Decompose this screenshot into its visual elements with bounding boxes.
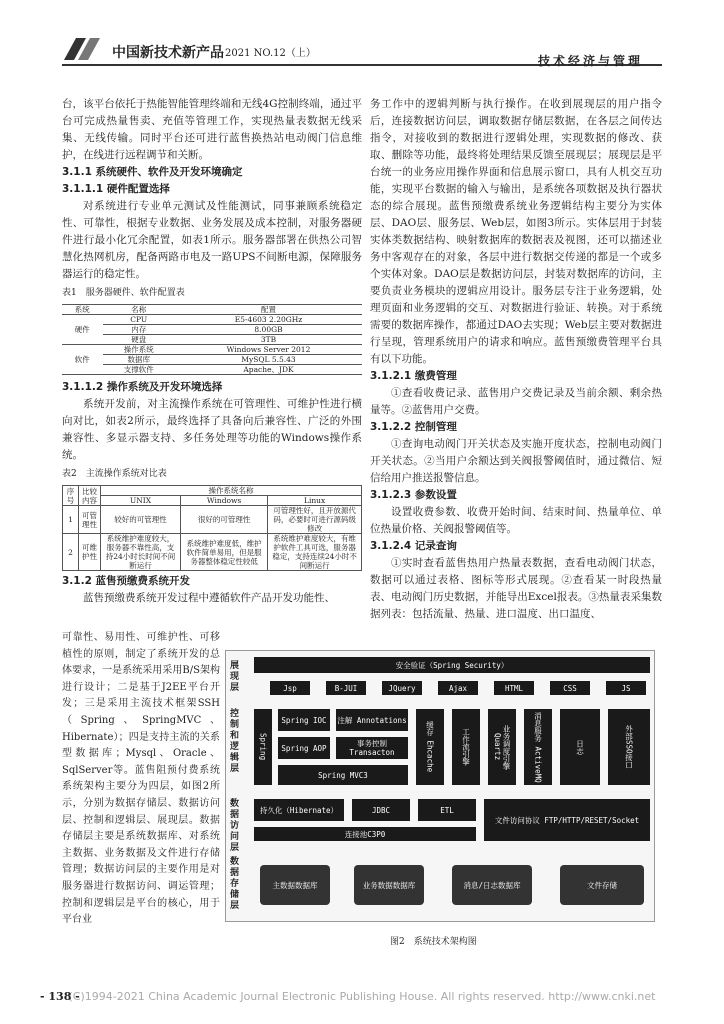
hibernate-block: 持久化（Hibernate） [254,799,344,821]
table-cell: 1 [63,506,79,534]
subsection-heading: 3.1.2.3 参数设置 [370,489,457,501]
table-header: UNIX [101,496,181,506]
journal-logo [62,36,102,62]
paragraph: 对系统进行专业单元测试及性能测试，同事兼顾系统稳定性、可靠性，根据专业数据、业务发展及成本控制，对服务器硬件进行最小化冗余配置，如表1所示。服务器部署在供热公司智慧化热网机房，配备两路市电及一路UPS不间断电源，保障服务器运行的稳定性。 [62,200,362,280]
paragraph: 可靠性、易用性、可维护性、可移植性的原则，制定了系统开发的总体要求，一是系统采用采用B/S架构进行设计；二是基于J2EE平台开发；三是采用主流技术框架SSH（Spring、SpringMVC、Hibernate）；四是支持主流的关系型数据库；Mysql、Oracle、SqlServer等。蓝售阻预付费系统系统架构主要分为四层，如图2所示，分别为数据存储层、数据访问层、控制和逻辑层、展现层。数据存储层主要是系统数据库、对系统主数据、业务数据及文件进行存储管理；数据访问层的主要作用是对服务器进行数据访问、调运管理；控制和逻辑层是平台的核心，用于平台业 [62,632,220,926]
table-row [62,325,362,335]
section-heading: 3.1.1 系统硬件、软件及开发环境确定 [62,166,243,178]
table1-caption: 表1 服务器硬件、软件配置表 [62,288,185,298]
ehcache-block: 缓存 Ehcache [416,709,444,785]
table-cell: 硬件 [62,315,103,345]
etl-block: ETL [418,799,476,821]
layer-label-control: 控制和逻辑层 [230,709,240,774]
annotations-block: 注解 Annotations [336,709,408,731]
table2 [62,485,362,571]
web-tech-block: CSS [550,681,590,695]
table2-caption: 表2 主流操作系统对比表 [62,469,167,479]
web-tech-block: JS [606,681,646,695]
table-cell: 可管理性好，且开放源代码，必要时可进行源码级修改 [268,506,362,534]
layer-label-presentation: 展现层 [230,661,240,693]
left-column [62,96,362,607]
subsection-heading: 3.1.2.2 控制管理 [370,421,457,433]
spring-ioc-block: Spring IOC [278,709,330,731]
figure-caption: 图2 系统技术架构图 [390,937,477,947]
business-db-block: 业务数据数据库 [354,865,424,905]
table-cell: E5-4603 2.20GHz [175,315,362,325]
table-header: Windows [180,496,267,506]
layer-label-storage: 数据存储层 [230,857,240,911]
spring-mvc-block: Spring MVC3 [278,765,408,785]
web-tech-block: Jsp [270,681,310,695]
table-cell: 硬盘 [103,335,176,345]
workflow-block: 工作流引擎 [452,709,480,785]
paragraph: 系统开发前，对主流操作系统在可管理性、可维护性进行横向对比，如表2所示，最终选择了具备向后兼容性、广泛的外围兼容性、多显示器支持、多任务处理等功能的Windows操作系统。 [62,398,362,461]
paragraph: 设置收费参数、收费开始时间、结束时间、热量单位、单位热量价格、关阀报警阈值等。 [370,506,662,535]
table-header: 操作系统名称 [101,486,362,496]
sso-block: 外部SSO接口 [608,709,650,785]
table-row [62,345,362,355]
table-header: 比较内容 [79,486,101,506]
table-header: 序号 [63,486,79,506]
table-row [62,315,362,325]
subsection-heading: 3.1.2.4 记录查询 [370,540,457,552]
subsection-heading: 3.1.1.1 硬件配置选择 [62,183,170,195]
web-tech-block: JQuery [382,681,422,695]
paragraph: ①实时查看蓝售热用户热量表数据，查看电动阀门状态，数据可以通过表格、图标等形式展现。②查看某一时段热量表、电动阀门历史数据，并能导出Excel报表。③热量表采集数据列表：包括流量、热量、进口温度、出口温度、 [370,557,662,620]
table-cell: Windows Server 2012 [175,345,362,355]
subsection-heading: 3.1.2 蓝售预缴费系统开发 [62,575,191,587]
table-cell: 数据库 [103,355,176,365]
table-cell: 操作系统 [103,345,176,355]
copyright-footer: (C)1994-2021 China Academic Journal Electronic Publishing House. All rights reserved. http://www.cnki.net [68,990,656,1003]
table-cell: 系统维护难度较大，服务器不靠性高，支持24小时长时间不间断运行 [101,534,181,571]
paragraph: 台，该平台依托于热能智能管理终端和无线4G控制终端，通过平台可完成热量售卖、充值等管理工作，实现热量表数据无线采集、无线传输。同时平台还可进行蓝售换热站电动阀门信息维护，在线进行远程调节和关断。 [62,98,362,161]
table-header: 名称 [103,305,176,315]
quartz-block: 业务调度引擎 Quartz [488,709,516,785]
transaction-block: 事务控制 Transacton [336,737,408,759]
table-cell: 很好的可管理性 [180,506,267,534]
table-cell: 软件 [62,345,103,375]
table-cell: 支撑软件 [103,365,176,375]
architecture-diagram [225,650,655,922]
table-header: Linux [268,496,362,506]
table-cell: Apache、JDK [175,365,362,375]
table-cell: 8.00GB [175,325,362,335]
table-row [62,335,362,345]
left-narrow-column [62,630,220,929]
table-cell: 系统维护难度较大，有维护软件工具可选，服务器稳定，支持连续24小时不间断运行 [268,534,362,571]
subsection-heading: 3.1.2.1 缴费管理 [370,370,457,382]
connection-pool-block: 连接池C3P0 [254,827,476,841]
file-protocol-block: 文件访问协议 FTP/HTTP/RESET/Socket [484,799,650,841]
layer-label-data-access: 数据访问层 [230,799,240,853]
web-tech-block: HTML [494,681,534,695]
log-block: 日志 [560,709,600,785]
security-block: 安全验证（Spring Security） [254,657,650,673]
table-header-row [63,486,362,496]
table-cell: 内存 [103,325,176,335]
table-cell: CPU [103,315,176,325]
spring-aop-block: Spring AOP [278,737,330,759]
subsection-heading: 3.1.1.2 操作系统及开发环境选择 [62,381,223,393]
message-log-db-block: 消息/日志数据库 [452,865,532,905]
paragraph: 蓝售预缴费系统开发过程中遵循软件产品开发功能性、 [83,592,335,604]
table-cell: MySQL 5.5.43 [175,355,362,365]
jdbc-block: JDBC [352,799,410,821]
table-cell: 可管理性 [79,506,101,534]
file-storage-block: 文件存储 [560,865,644,905]
table-header: 配置 [175,305,362,315]
issue-label: 2021 NO.12（上） [225,48,316,59]
paragraph: ①查询电动阀门开关状态及实施开度状态，控制电动阀门开关状态。②当用户余额达到关阀报警阈值时，通过微信、短信给用户推送报警信息。 [370,438,662,484]
page-number: - 138 - [40,990,80,1003]
table-header-row [62,305,362,315]
table-row [62,365,362,375]
table-header: 系统 [62,305,103,315]
paragraph: 务工作中的逻辑判断与执行操作。在收到展现层的用户指令后，连接数据访问层，调取数据存储层数据，在各层之间传达指令，对接收到的数据进行逻辑处理，实现数据的修改、获取、删除等功能，最终将处理结果反馈至展现层；展现层是平台统一的业务应用操作界面和信息展示窗口，具有人机交互功能，实现平台数据的输入与输出，是系统各项数据及执行器状态的综合展现。蓝售预缴费系统业务逻辑结构主要分为实体层、DAO层、服务层、Web层，如图3所示。实体层用于封装实体类数据结构、映射数据库的数据表及视图，还可以描述业务中客观存在的对象，各层中进行数据交传递的都是一个或多个实体对象。DAO层是数据访问层，封装对数据库的访问，主要负责业务模块的逻辑应用设计。服务层专注于业务逻辑，处理页面和业务逻辑的交互、对数据进行验证、转换。对于系统需要的数据库操作，都通过DAO去实现；Web层主要对数据进行呈现，管理系统用户的请求和响应。蓝售预缴费管理平台具有以下功能。 [370,98,662,365]
table-row [62,355,362,365]
activemq-block: 消息服务 ActiveMQ [524,709,552,785]
paragraph: ①查看收费记录、蓝售用户交费记录及当前余额、剩余热量等。②蓝售用户交费。 [370,387,662,416]
table-header-row [63,496,362,506]
web-tech-block: B-JUI [326,681,366,695]
table-row [63,506,362,534]
right-column [370,96,662,623]
table-row [63,534,362,571]
section-title: 技术经济与管理 [538,54,644,68]
journal-title: 中国新技术新产品 [112,45,224,61]
table-cell: 3TB [175,335,362,345]
table-cell: 可维护性 [79,534,101,571]
table-cell: 较好的可管理性 [101,506,181,534]
table-cell: 2 [63,534,79,571]
table-cell: 系统维护难度低，维护软件简单易用，但是服务器整体稳定性较低 [180,534,267,571]
spring-block: Spring [254,709,272,785]
web-tech-block: Ajax [438,681,478,695]
table1 [62,304,362,375]
main-db-block: 主数据数据库 [260,865,330,905]
